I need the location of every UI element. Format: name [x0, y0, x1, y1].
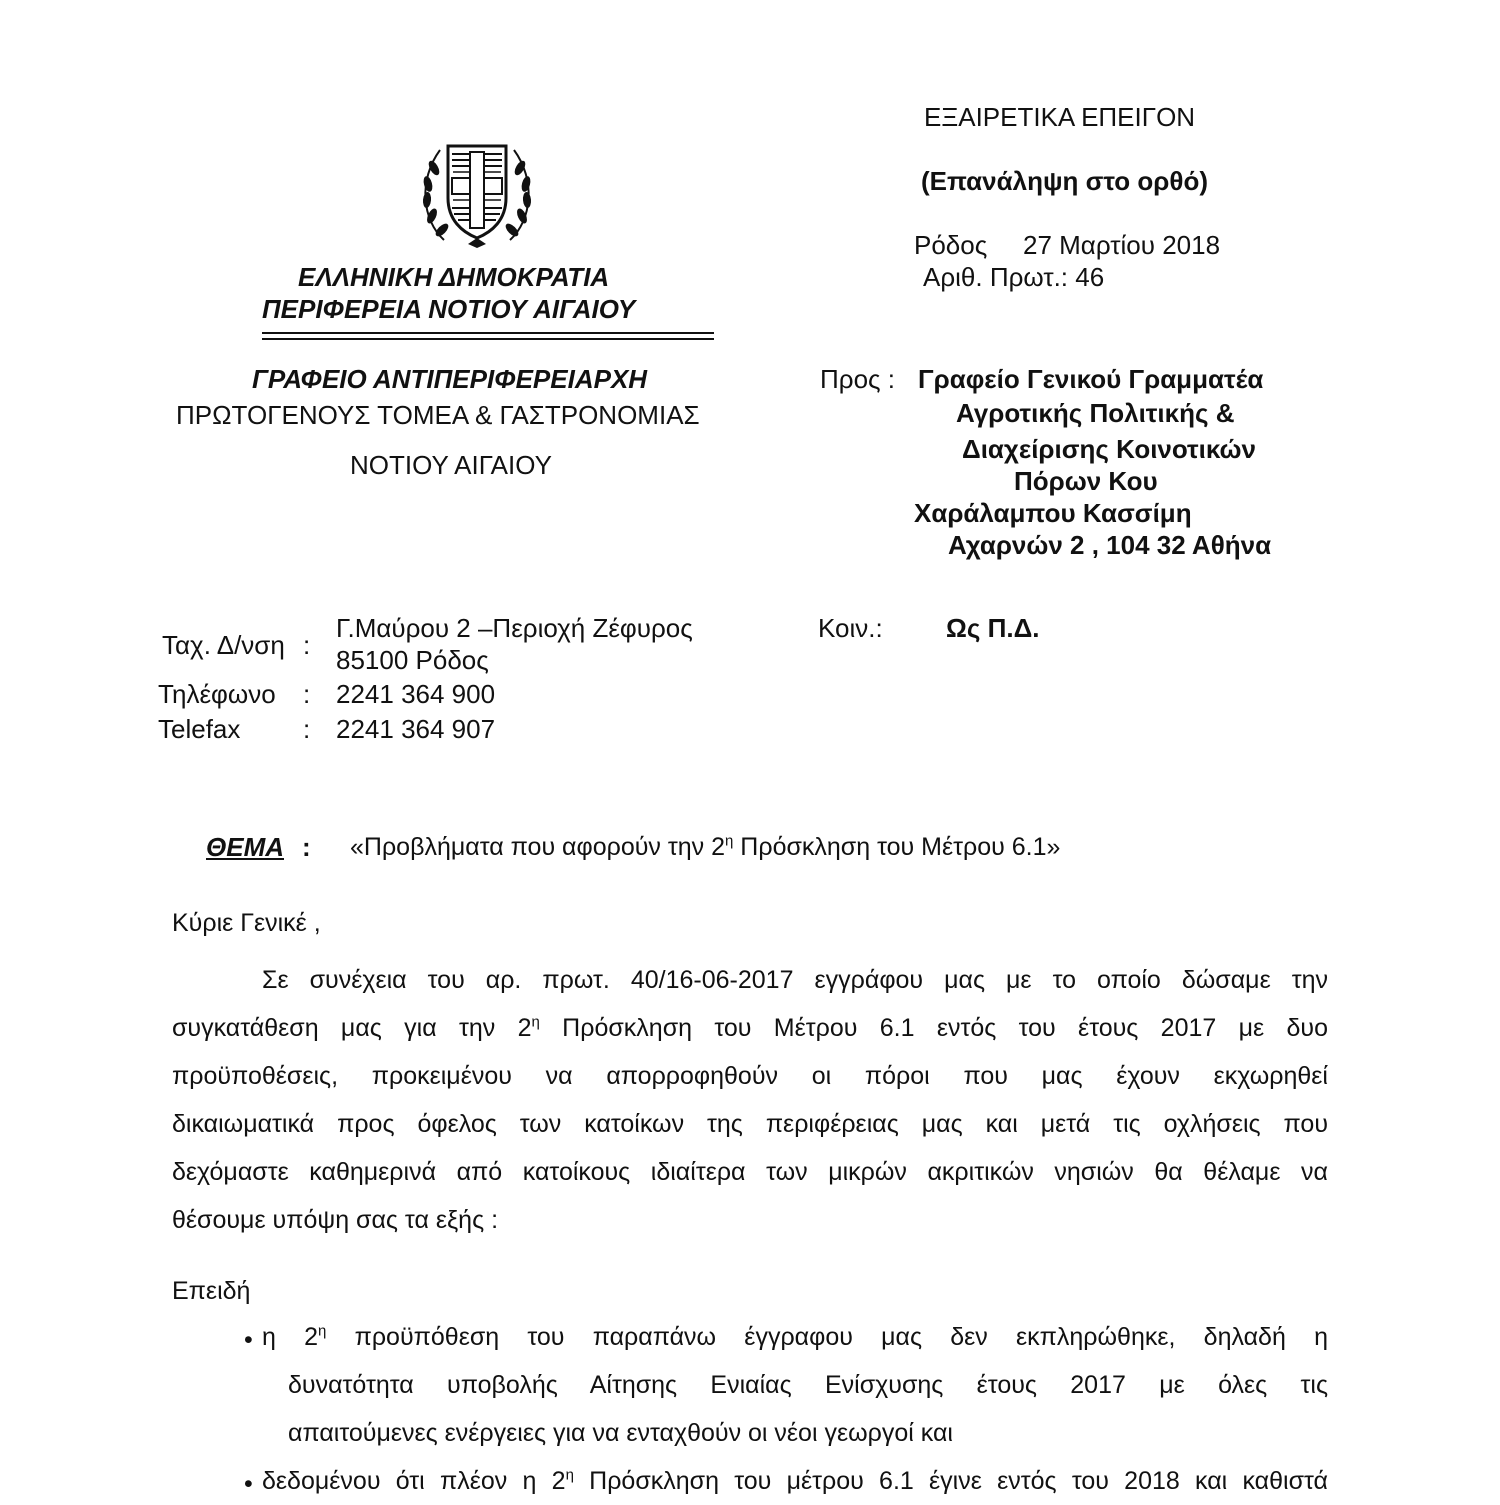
recipient-line: Γραφείο Γενικού Γραμματέα — [918, 364, 1264, 394]
phone-number: 2241 364 900 — [336, 679, 496, 709]
bullet-line: απαιτούμενες ενέργειες για να ενταχθούν οι νέοι γεωργοί και — [288, 1419, 953, 1447]
office-line-1: ΓΡΑΦΕΙΟ ΑΝΤΙΠΕΡΙΦΕΡΕΙΑΡΧΗ — [252, 364, 648, 394]
protocol-number: Αριθ. Πρωτ.: 46 — [923, 262, 1105, 292]
body-paragraph — [172, 956, 1328, 1244]
bullet-item — [262, 1457, 1328, 1505]
phone-label: Τηλέφωνο — [158, 679, 276, 709]
fax-colon: : — [303, 714, 311, 744]
subject-colon: : — [302, 832, 311, 862]
cc-label: Κοιν.: — [818, 613, 883, 643]
recipient-line: Πόρων Κου — [1014, 466, 1158, 496]
bullet-line: δυνατότητα υποβολής Αίτησης Ενιαίας Ενίσχυσης έτους 2017 με όλες τις — [288, 1371, 1328, 1399]
subject-label: ΘΕΜΑ — [206, 832, 284, 862]
address-line-1: Γ.Μαύρου 2 –Περιοχή Ζέφυρος — [336, 613, 693, 643]
paragraph-line: θέσουμε υπόψη σας τα εξής : — [172, 1206, 499, 1234]
bullet-item — [262, 1313, 1328, 1457]
recipient-line: Αγροτικής Πολιτικής & — [956, 398, 1235, 428]
repeat-note: (Επανάληψη στο ορθό) — [921, 166, 1208, 196]
bullet-line: η $2^\eta$ προϋπόθεση του παραπάνω έγγραφου μας δεν εκπληρώθηκε, δηλαδή η — [262, 1322, 1328, 1351]
urgent-label: ΕΞΑΙΡΕΤΙΚΑ ΕΠΕΙΓΟΝ — [924, 102, 1196, 132]
subject-text: «Προβλήματα που αφορούν την $2^\eta$ Πρόσκληση του Μέτρου 6.1» — [350, 832, 1061, 861]
sender-country: ΕΛΛΗΝΙΚΗ ΔΗΜΟΚΡΑΤΙΑ — [298, 262, 610, 292]
sender-region: ΠΕΡΙΦΕΡΕΙΑ ΝΟΤΙΟΥ ΑΙΓΑΙΟΥ — [262, 294, 636, 324]
coat-of-arms-emblem — [414, 128, 540, 254]
recipient-line: Χαράλαμπου Κασσίμη — [914, 498, 1192, 528]
salutation: Κύριε Γενικέ , — [172, 909, 321, 937]
divider-line — [262, 332, 714, 334]
office-line-2: ΠΡΩΤΟΓΕΝΟΥΣ ΤΟΜΕΑ & ΓΑΣΤΡΟΝΟΜΙΑΣ — [176, 400, 700, 430]
phone-colon: : — [303, 679, 311, 709]
address-label: Ταχ. Δ/νση — [162, 630, 285, 660]
paragraph-line: προϋποθέσεις, προκειμένου να απορροφηθούν οι πόροι που μας έχουν εκχωρηθεί — [172, 1062, 1328, 1090]
date-label: 27 Μαρτίου 2018 — [1023, 230, 1221, 260]
office-line-3: ΝΟΤΙΟΥ ΑΙΓΑΙΟΥ — [350, 450, 552, 480]
bullet-icon: • — [244, 1470, 253, 1498]
fax-label: Telefax — [158, 714, 241, 744]
recipient-address: Αχαρνών 2 , 104 32 Αθήνα — [948, 530, 1272, 560]
recipient-label: Προς : — [820, 364, 896, 394]
since-label: Επειδή — [172, 1277, 251, 1305]
place-label: Ρόδος — [914, 230, 988, 260]
paragraph-line: Σε συνέχεια του αρ. πρωτ. 40/16-06-2017 εγγράφου μας με το οποίο δώσαμε την — [262, 966, 1328, 994]
address-line-2: 85100 Ρόδος — [336, 645, 489, 675]
paragraph-line: δικαιωματικά προς όφελος των κατοίκων της περιφέρειας μας και μετά τις οχλήσεις που — [172, 1110, 1328, 1138]
bullet-icon: • — [244, 1326, 253, 1354]
paragraph-line: συγκατάθεση μας για την $2^\eta$ Πρόσκληση του Μέτρου 6.1 εντός του έτους 2017 με δυο — [172, 1013, 1328, 1042]
address-colon: : — [303, 630, 311, 660]
cc-value: Ως Π.Δ. — [946, 613, 1040, 643]
divider-line — [262, 338, 714, 340]
bullet-line: δεδομένου ότι πλέον η $2^\eta$ Πρόσκληση του μέτρου 6.1 έγινε εντός του 2018 και καθιστά — [262, 1466, 1328, 1495]
paragraph-line: δεχόμαστε καθημερινά από κατοίκους ιδιαίτερα των μικρών ακριτικών νησιών θα θέλαμε να — [172, 1158, 1328, 1186]
recipient-line: Διαχείρισης Κοινοτικών — [962, 434, 1256, 464]
fax-number: 2241 364 907 — [336, 714, 496, 744]
